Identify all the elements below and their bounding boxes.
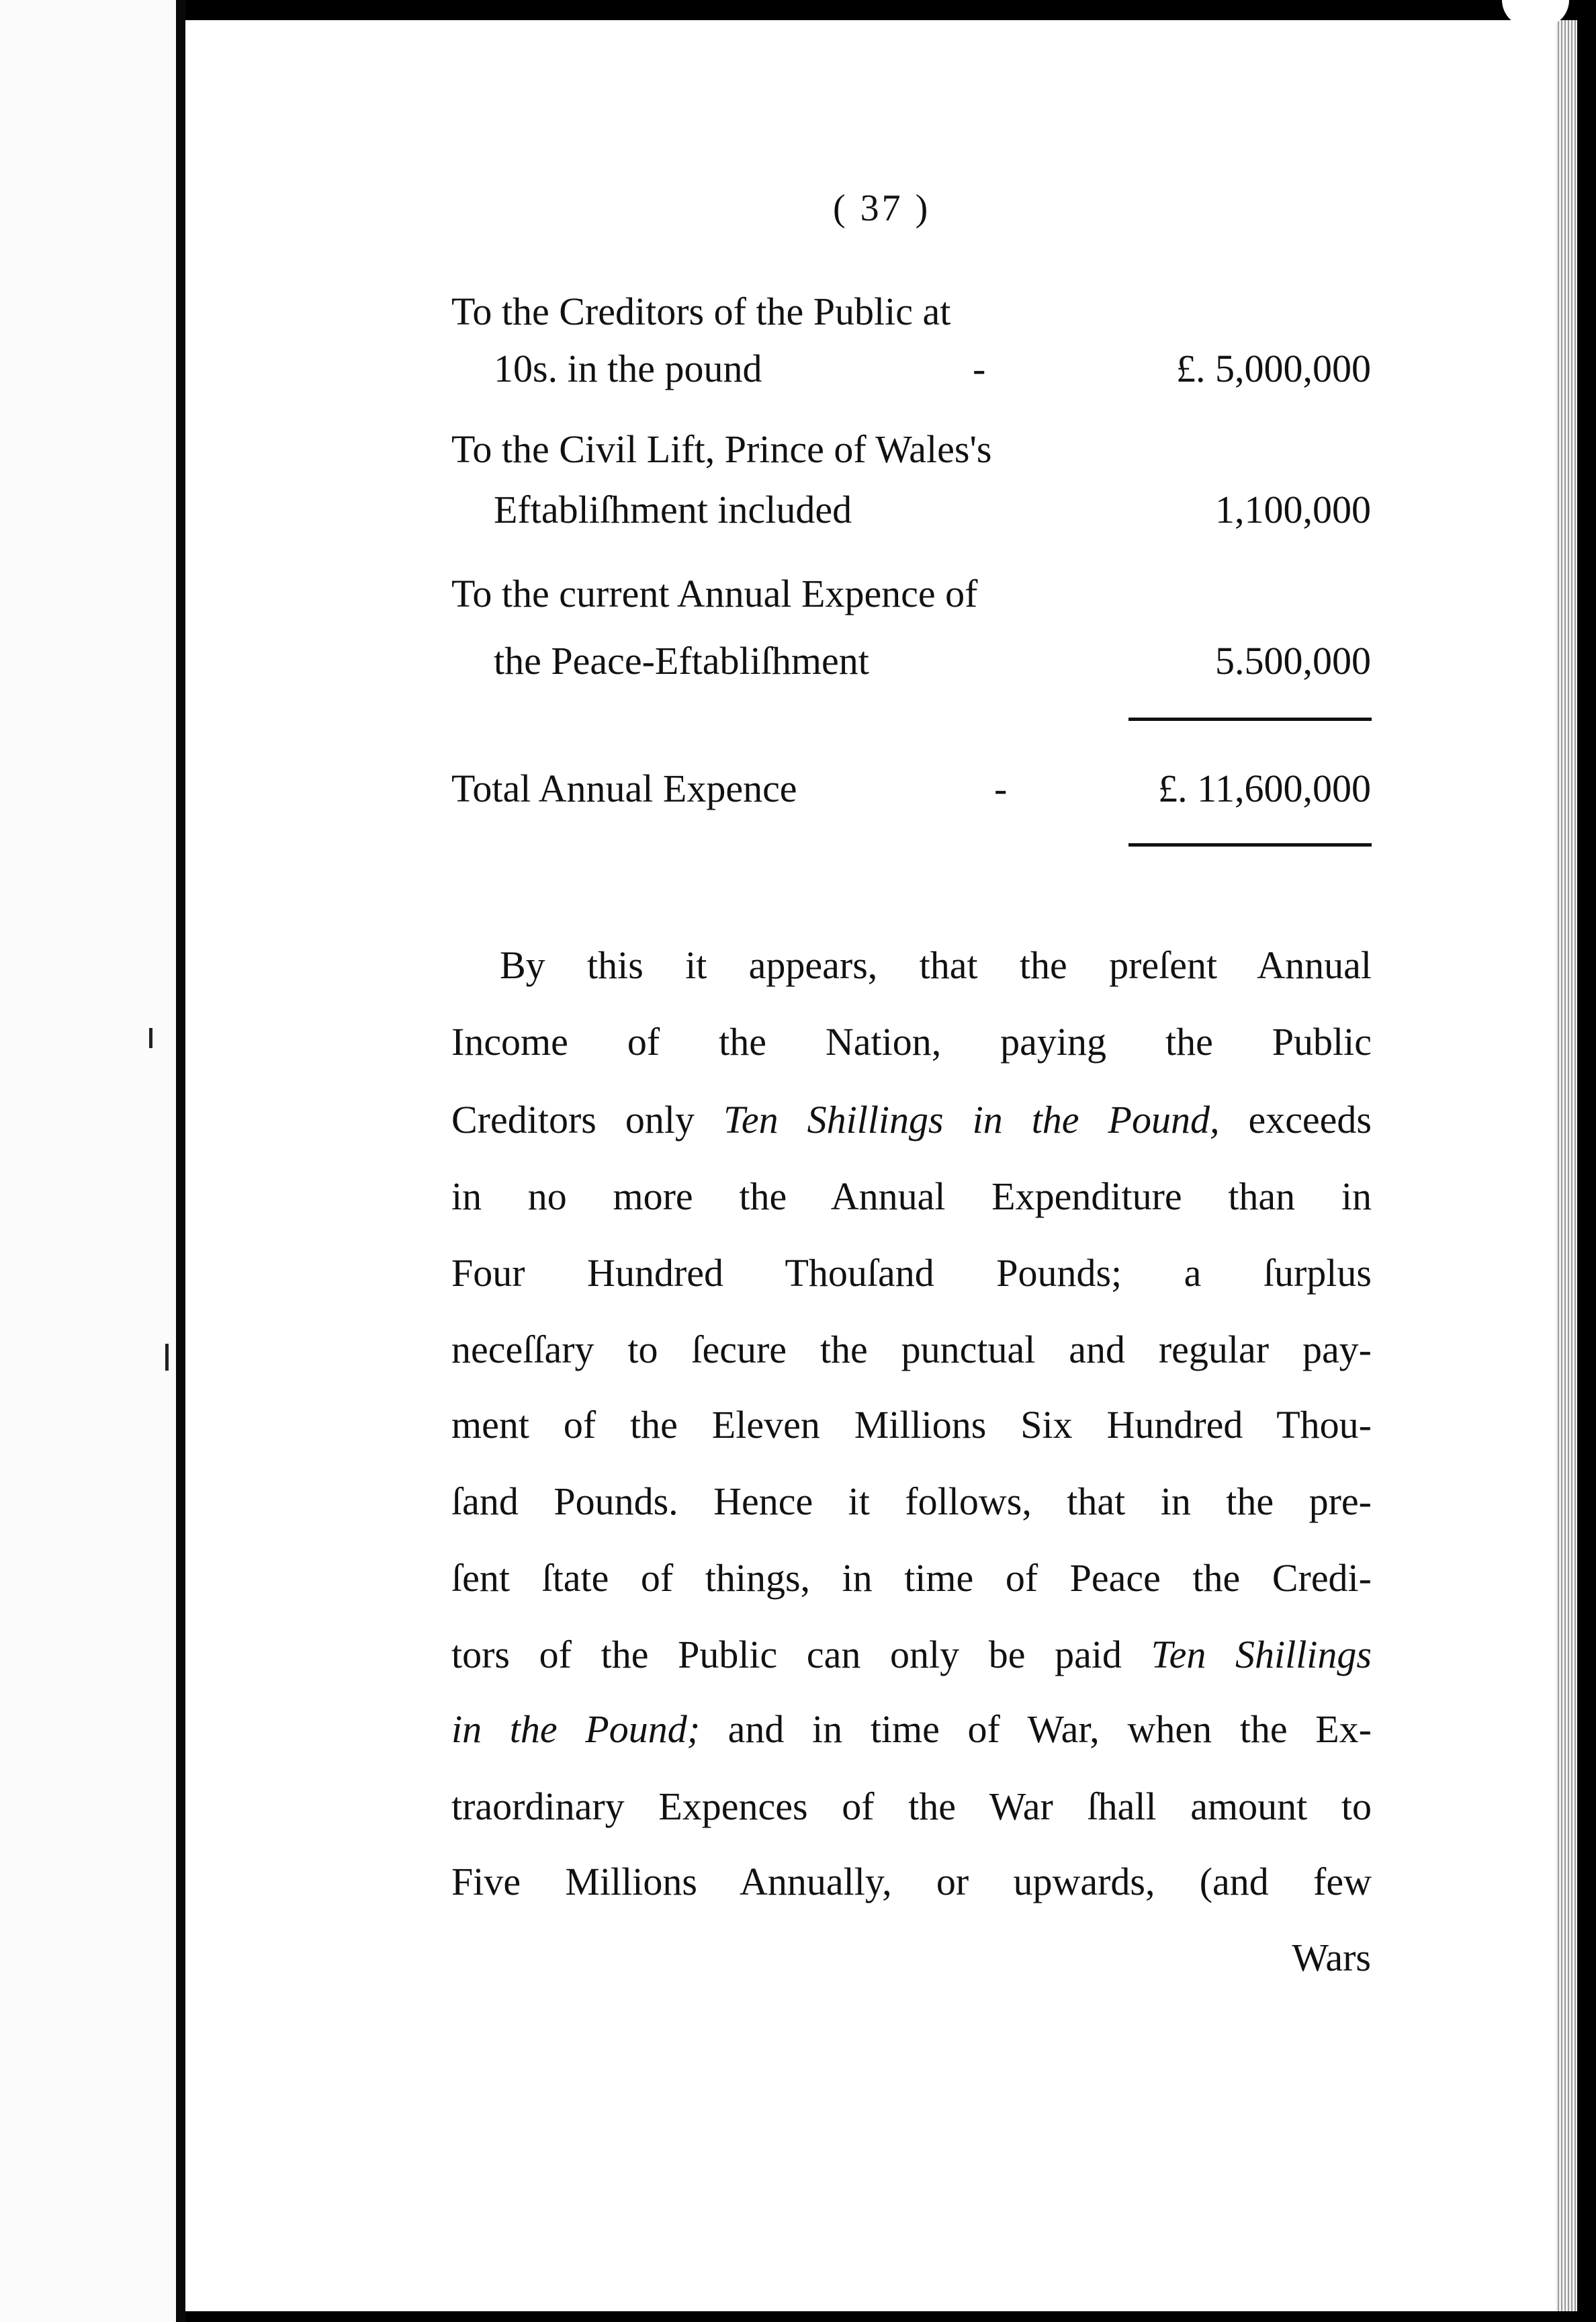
account-line: To the Creditors of the Public at <box>451 290 951 333</box>
text-line: Creditors only Ten Shillings in the Pound, exceeds <box>451 1098 1372 1142</box>
text-line: traordinary Expences of the War ſhall amount to <box>451 1784 1372 1828</box>
total-label: Total Annual Expence <box>451 767 797 810</box>
gutter <box>176 0 185 2322</box>
text-line: By this it appears, that the preſent Annual <box>500 943 1372 987</box>
text-line: ſand Pounds. Hence it follows, that in the pre- <box>451 1479 1372 1523</box>
account-line: Eftabliſhment included <box>494 488 852 531</box>
text-line: tors of the Public can only be paid Ten Shillings <box>451 1633 1372 1676</box>
text-line: ſent ſtate of things, in time of Peace the Credi- <box>451 1556 1372 1600</box>
account-line: 10s. in the pound <box>494 347 762 390</box>
page-edges <box>1556 20 1577 2311</box>
leader-dash: - <box>994 767 1008 810</box>
text-line: in the Pound; and in time of War, when the Ex- <box>451 1707 1372 1751</box>
account-amount: 5.500,000 <box>1215 639 1371 683</box>
sum-rule <box>1128 718 1372 721</box>
total-amount: £. 11,600,000 <box>1158 767 1371 810</box>
total-rule <box>1128 843 1372 847</box>
catchword: Wars <box>1292 1936 1371 1979</box>
text-line: neceſſary to ſecure the punctual and regular pay- <box>451 1328 1372 1371</box>
account-line: the Peace-Eftabliſhment <box>494 639 869 683</box>
text-line: Four Hundred Thouſand Pounds; a ſurplus <box>451 1251 1372 1295</box>
text-line: ment of the Eleven Millions Six Hundred Thou- <box>451 1403 1372 1447</box>
facing-page <box>0 0 181 2322</box>
account-amount: 1,100,000 <box>1215 488 1371 531</box>
account-line: To the current Annual Expence of <box>451 572 978 615</box>
leader-dash: - <box>973 347 986 390</box>
text-line: Five Millions Annually, or upwards, (and few <box>451 1860 1372 1903</box>
text-line: in no more the Annual Expenditure than in <box>451 1174 1372 1218</box>
facing-page-mark <box>165 1344 169 1371</box>
account-amount: £. 5,000,000 <box>1176 347 1371 390</box>
text-line: Income of the Nation, paying the Public <box>451 1020 1372 1064</box>
account-line: To the Civil Lift, Prince of Wales's <box>451 427 992 471</box>
page-number: ( 37 ) <box>833 187 931 229</box>
facing-page-mark <box>149 1028 152 1048</box>
